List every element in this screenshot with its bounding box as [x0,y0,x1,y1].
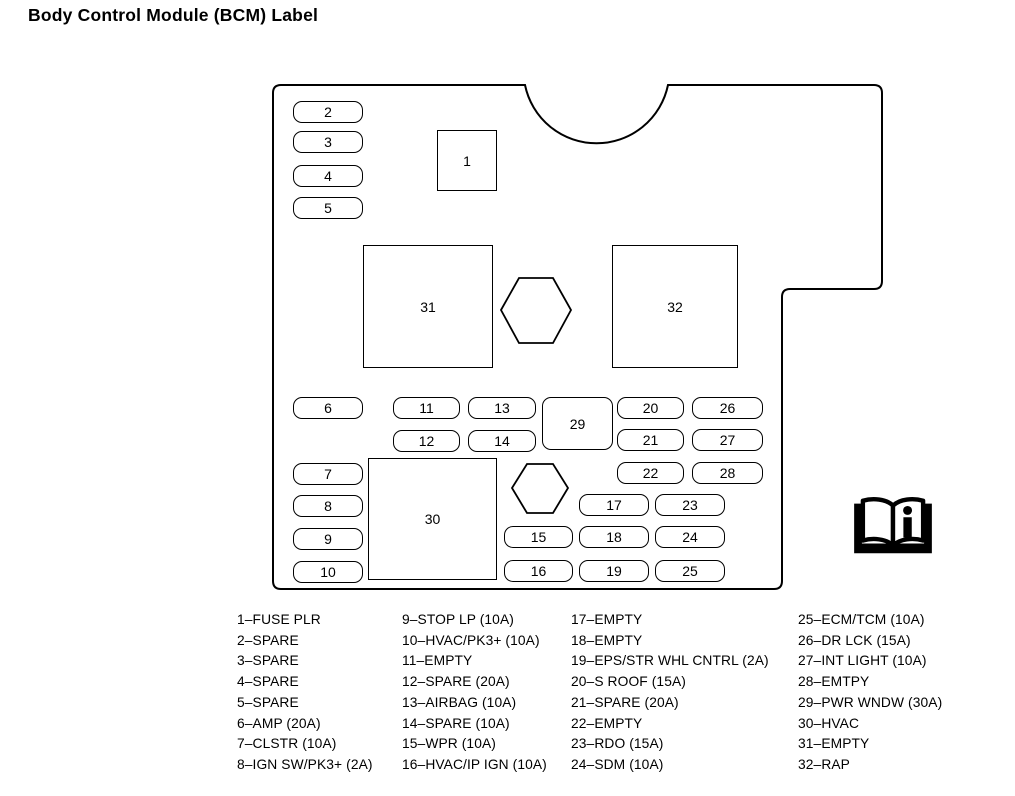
fuse-box-20: 20 [617,397,684,419]
legend-item-3: 3–SPARE [237,653,299,669]
legend-item-29: 29–PWR WNDW (30A) [798,694,943,710]
legend-item-12: 12–SPARE (20A) [402,674,510,690]
legend-item-17: 17–EMPTY [571,612,643,627]
legend-item-13: 13–AIRBAG (10A) [402,694,517,710]
fuse-box-2: 2 [293,101,363,123]
fuse-box-25: 25 [655,560,725,582]
legend-item-10: 10–HVAC/PK3+ (10A) [402,632,540,648]
fuse-box-9: 9 [293,528,363,550]
legend-item-8: 8–IGN SW/PK3+ (2A) [237,756,373,772]
fuse-box-21: 21 [617,429,684,451]
fuse-box-6: 6 [293,397,363,419]
fuse-box-28: 28 [692,462,763,484]
legend-item-21: 21–SPARE (20A) [571,694,679,710]
fuse-box-24: 24 [655,526,725,548]
legend-item-15: 15–WPR (10A) [402,736,496,752]
fuse-box-31: 31 [363,245,493,368]
info-i-stem [903,517,911,537]
legend-item-30: 30–HVAC [798,715,860,731]
legend-column-2 [402,610,547,776]
legend-item-20: 20–S ROOF (15A) [571,674,686,690]
legend-item-25: 25–ECM/TCM (10A) [798,612,925,627]
legend-item-16: 16–HVAC/IP IGN (10A) [402,756,547,772]
legend-item-14: 14–SPARE (10A) [402,715,510,731]
legend-item-26: 26–DR LCK (15A) [798,632,911,648]
legend-item-18: 18–EMPTY [571,632,643,648]
fuse-box-1: 1 [437,130,497,191]
fuse-box-27: 27 [692,429,763,451]
legend-item-28: 28–EMTPY [798,674,870,690]
fuse-box-15: 15 [504,526,573,548]
fuse-box-17: 17 [579,494,649,516]
fuse-box-22: 22 [617,462,684,484]
fuse-box-23: 23 [655,494,725,516]
fuse-box-5: 5 [293,197,363,219]
legend-item-5: 5–SPARE [237,694,299,710]
legend-item-4: 4–SPARE [237,674,299,690]
book-left-page [863,499,893,545]
legend-item-19: 19–EPS/STR WHL CNTRL (2A) [571,653,769,669]
legend-item-27: 27–INT LIGHT (10A) [798,653,927,669]
fuse-box-3: 3 [293,131,363,153]
fuse-box-19: 19 [579,560,649,582]
fuse-box-12: 12 [393,430,460,452]
owner-manual-book-info-icon [851,492,935,560]
legend-column-4 [798,610,942,776]
fuse-box-14: 14 [468,430,536,452]
fuse-box-26: 26 [692,397,763,419]
fuse-box-16: 16 [504,560,573,582]
info-i-dot [903,506,912,515]
fuse-box-29: 29 [542,397,613,450]
fuse-box-11: 11 [393,397,460,419]
legend-item-22: 22–EMPTY [571,715,643,731]
legend-item-9: 9–STOP LP (10A) [402,612,514,627]
fuse-box-18: 18 [579,526,649,548]
legend-column-3 [571,610,769,776]
legend-item-31: 31–EMPTY [798,736,870,752]
legend-item-11: 11–EMPTY [402,653,473,669]
legend-item-7: 7–CLSTR (10A) [237,736,337,752]
fuse-box-8: 8 [293,495,363,517]
fuse-box-4: 4 [293,165,363,187]
legend-item-23: 23–RDO (15A) [571,736,664,752]
page-title: Body Control Module (BCM) Label [28,5,319,25]
fuse-box-13: 13 [468,397,536,419]
legend-item-24: 24–SDM (10A) [571,756,664,772]
fuse-box-30: 30 [368,458,497,580]
legend-item-6: 6–AMP (20A) [237,715,321,731]
fuse-box-10: 10 [293,561,363,583]
legend-item-32: 32–RAP [798,756,850,772]
legend-column-1 [237,610,373,776]
fuse-box-32: 32 [612,245,738,368]
book-info-icon-svg [851,492,935,560]
fuse-box-7: 7 [293,463,363,485]
legend-item-2: 2–SPARE [237,632,299,648]
legend-item-1: 1–FUSE PLR [237,612,321,627]
